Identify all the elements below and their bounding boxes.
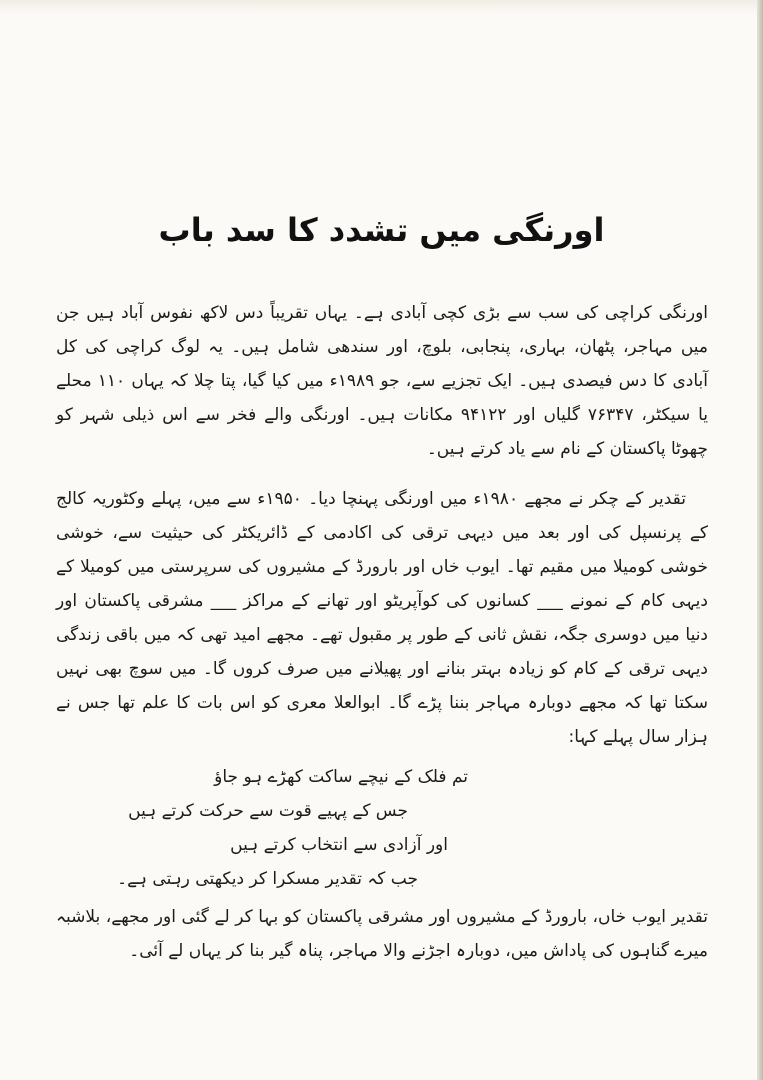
- poem-line: تم فلک کے نیچے ساکت کھڑے ہو جاؤ: [214, 767, 468, 787]
- page-title: اورنگی میں تشدد کا سد باب: [158, 211, 605, 249]
- document-body: [56, 296, 708, 968]
- paragraph-narrative: تقدیر کے چکر نے مجھے ۱۹۸۰ء میں اورنگی پہنچا دیا۔ ۱۹۵۰ء سے میں، پہلے وکٹوریہ کالج کے پرنسپل کی اور بعد میں دیہی ترقی کی اکادمی کے ڈائریکٹر کی حیثیت سے، خوشی خوشی کومیلا میں مقیم تھا۔ ایوب خاں اور بارورڈ کے مشیروں کی سرپرستی میں کومیلا کے دیہی کام کے نمونے ___ کسانوں کی کوآپریٹو اور تھانے کے مراکز ___ مشرقی پاکستان اور دنیا میں دوسری جگہ، نقش ثانی کے طور پر مقبول تھے۔ مجھے امید تھی کہ میں باقی زندگی دیہی ترقی کے کام کو زیادہ بہتر بنانے اور پھیلانے میں صرف کروں گا۔ میں سوچ بھی نہیں سکتا تھا کہ مجھے دوبارہ مہاجر بننا پڑے گا۔ ابوالعلا معری کو اس بات کا علم تھا جس نے ہزار سال پہلے کہا:: [56, 489, 708, 747]
- poem-line: جس کے پہیے قوت سے حرکت کرتے ہیں: [128, 801, 408, 821]
- poem-line: جب کہ تقدیر مسکرا کر دیکھتی رہتی ہے۔: [117, 869, 418, 889]
- poem-quote: [56, 760, 708, 896]
- paragraph-closing: تقدیر ایوب خاں، بارورڈ کے مشیروں اور مشرقی پاکستان کو بہا کر لے گئی اور مجھے، بلاشبہ میرے گناہوں کی پاداش میں، دوبارہ اجڑنے والا مہاجر، پناہ گیر بنا کر یہاں لے آئی۔: [56, 907, 708, 961]
- paragraph-intro: اورنگی کراچی کی سب سے بڑی کچی آبادی ہے۔ یہاں تقریباً دس لاکھ نفوس آباد ہیں جن میں مہاجر، پٹھان، بہاری، پنجابی، بلوچ، اور سندھی شامل ہیں۔ یہ لوگ کراچی کی کل آبادی کا دس فیصدی ہیں۔ ایک تجزیے سے، جو ۱۹۸۹ء میں کیا گیا، پتا چلا کہ یہاں ۱۱۰ محلے یا سیکٹر، ۷۶۳۴۷ گلیاں اور ۹۴۱۲۲ مکانات ہیں۔ اورنگی والے فخر سے اس ذیلی شہر کو چھوٹا پاکستان کے نام سے یاد کرتے ہیں۔: [56, 303, 709, 459]
- page-edge: [757, 0, 763, 1080]
- poem-line: اور آزادی سے انتخاب کرتے ہیں: [230, 835, 448, 855]
- scan-shadow: [0, 0, 763, 14]
